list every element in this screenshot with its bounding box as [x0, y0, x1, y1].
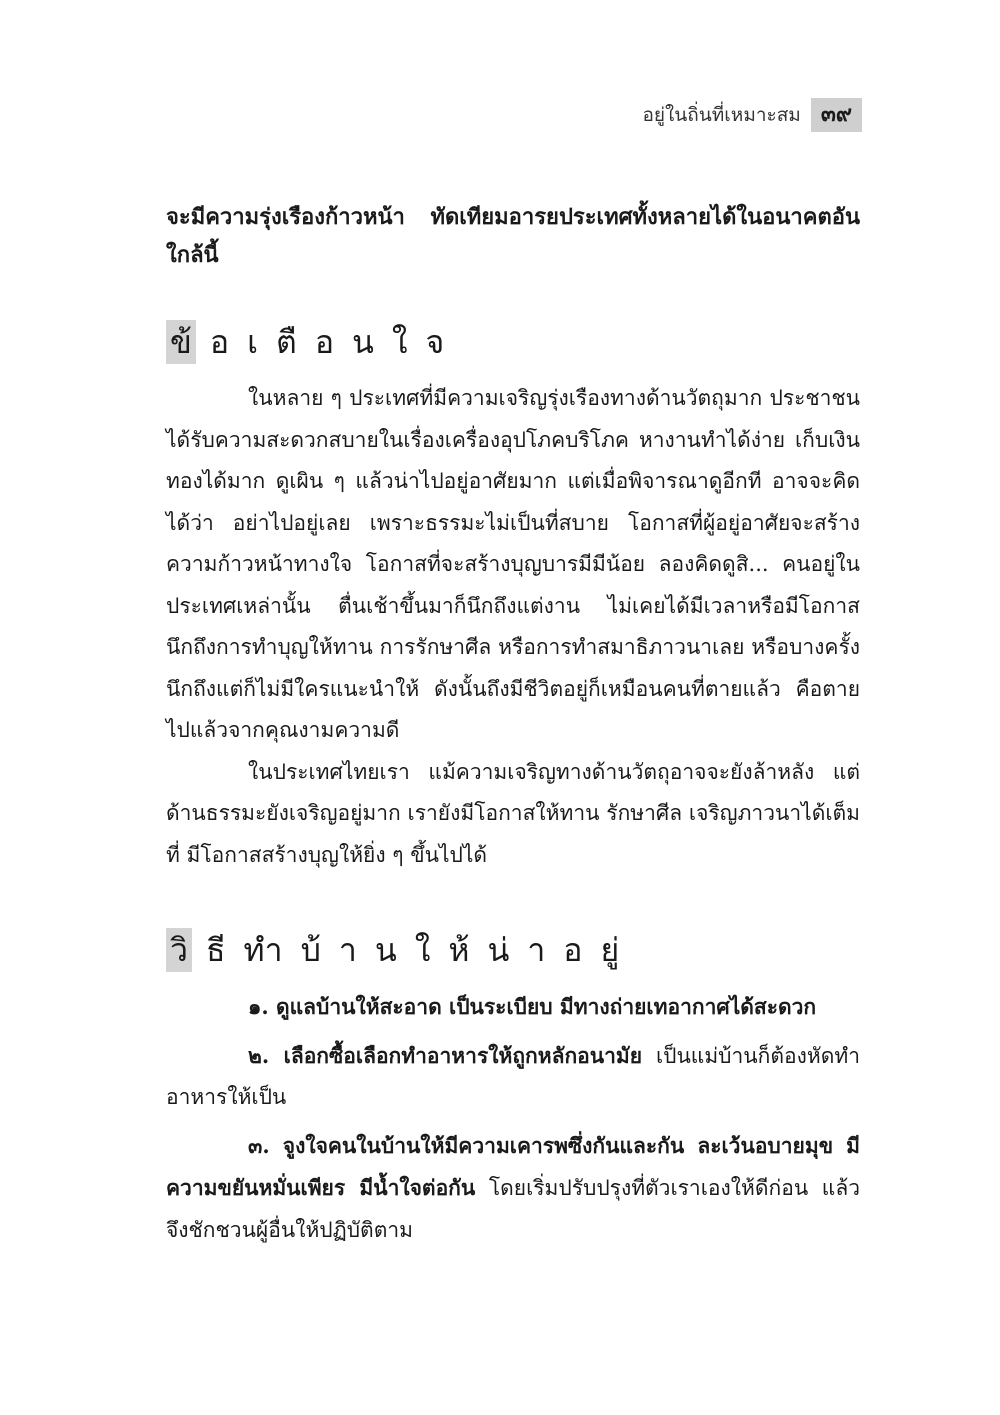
body-paragraph: ในหลาย ๆ ประเทศที่มีความเจริญรุ่งเรืองทางด้านวัตถุมาก ประชาชนได้รับความสะดวกสบายในเรื่องเครื่องอุปโภคบริโภค หางานทำได้ง่าย เก็บเงินทองได้มาก ดูเผิน ๆ แล้วน่าไปอยู่อาศัยมาก แต่เมื่อพิจารณาดูอีกที อาจจะคิดได้ว่า อย่าไปอยู่เลย เพราะธรรมะไม่เป็นที่สบาย โอกาสที่ผู้อยู่อาศัยจะสร้างความก้าวหน้าทางใจ โอกาสที่จะสร้างบุญบารมีมีน้อย ลองคิดดูสิ... คนอยู่ในประเทศเหล่านั้น ตื่นเช้าขึ้นมาก็นึกถึงแต่งาน ไม่เคยได้มีเวลาหรือมีโอกาสนึกถึงการทำบุญให้ทาน การรักษาศีล หรือการทำสมาธิภาวนาเลย หรือบางครั้งนึกถึงแต่ก็ไม่มีใครแนะนำให้ ดังนั้นถึงมีชีวิตอยู่ก็เหมือนคนที่ตายแล้ว คือตายไปแล้วจากคุณงามความดี: [166, 386, 860, 742]
list-item-text: โดยเริ่มปรับปรุงที่ตัวเราเองให้ดีก่อน แล้วจึงชักชวนผู้อื่นให้ปฏิบัติตาม: [166, 1176, 860, 1242]
body-paragraph: ในประเทศไทยเรา แม้ความเจริญทางด้านวัตถุอาจจะยังล้าหลัง แต่ด้านธรรมะยังเจริญอยู่มาก เรายังมีโอกาสให้ทาน รักษาศีล เจริญภาวนาได้เต็มที่ มีโอกาสสร้างบุญให้ยิ่ง ๆ ขึ้นไปได้: [166, 759, 860, 867]
heading-text: อเตือนใจ: [209, 323, 463, 361]
page-content: [166, 198, 860, 1257]
intro-paragraph: จะมีความรุ่งเรืองก้าวหน้า ทัดเทียมอารยประเทศทั้งหลายได้ในอนาคตอันใกล้นี้: [166, 204, 860, 268]
heading-initial: วิ: [166, 928, 192, 972]
running-header: [642, 98, 862, 132]
list-item-bold: ๑. ดูแลบ้านให้สะอาด เป็นระเบียบ มีทางถ่ายเทอากาศได้สะดวก: [248, 994, 817, 1019]
page-number: ๓๙: [811, 98, 862, 132]
heading-text: ธีทำบ้านให้น่าอยู่: [205, 931, 638, 969]
list-item: [166, 1035, 860, 1119]
list-item-text: เป็นแม่บ้านก็ต้องหัดทำอาหารให้เป็น: [166, 1043, 860, 1109]
list-item-bold: ๓. จูงใจคนในบ้านให้มีความเคารพซึ่งกันและกัน ละเว้นอบายมุข มีความขยันหมั่นเพียร มีน้ำใจต่อกัน: [166, 1132, 860, 1200]
list-item-bold: ๒. เลือกซื้อเลือกทำอาหารให้ถูกหลักอนามัย: [248, 1042, 643, 1068]
section-heading-home-tips: [166, 928, 860, 972]
section-heading-warning: [166, 320, 860, 364]
list-item: [166, 1125, 860, 1252]
heading-initial: ข้: [166, 320, 196, 364]
list-item: [166, 986, 860, 1029]
running-title: อยู่ในถิ่นที่เหมาะสม: [642, 104, 801, 126]
